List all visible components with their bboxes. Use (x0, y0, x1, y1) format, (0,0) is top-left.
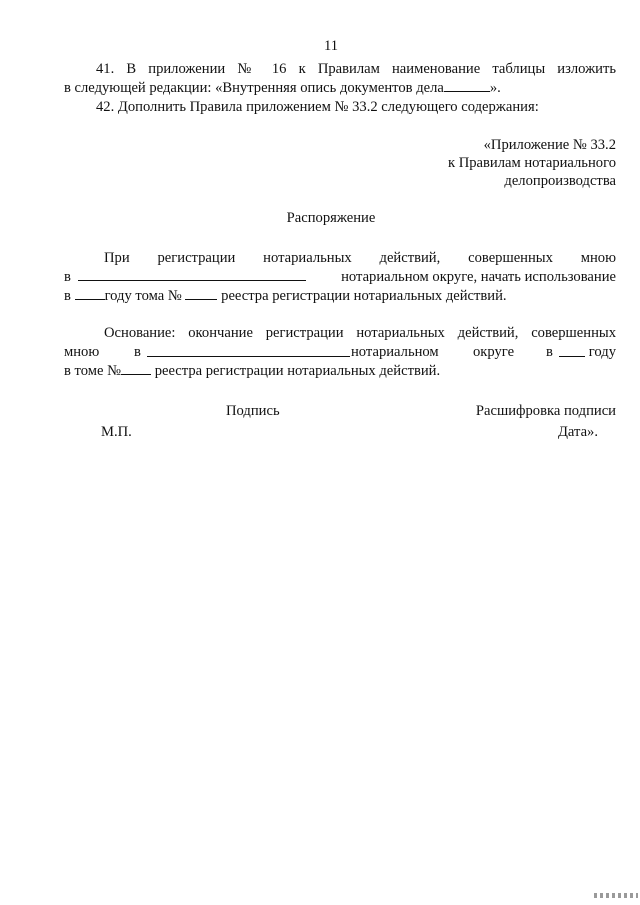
order-line3 (64, 287, 507, 305)
decoding-label: Расшифровка подписи (475, 403, 616, 419)
basis-line2-word3: нотариальном (351, 344, 439, 360)
basis-line1: Основание: окончание регистрации нотариальных действий, совершенных (104, 325, 616, 341)
blank-field (185, 288, 217, 300)
blank-field (147, 345, 350, 357)
blank-field (78, 269, 306, 281)
seal-label: М.П. (101, 424, 132, 440)
date-label: Дата». (557, 424, 598, 440)
basis-line2-word1: мною (64, 344, 100, 360)
appendix-header-line3: делопроизводства (504, 173, 616, 189)
signature-label: Подпись (226, 403, 280, 419)
basis-line2-word2: в (134, 344, 141, 360)
basis-line2-word5: в (546, 344, 553, 360)
item-41-line2 (64, 79, 501, 97)
basis-line3 (64, 362, 440, 380)
order-line3-suffix: реестра регистрации нотариальных действий. (221, 288, 507, 304)
scan-marks (594, 893, 638, 898)
blank-field (121, 363, 151, 375)
order-line2 (64, 268, 616, 286)
appendix-header-line2: к Правилам нотариального (447, 155, 616, 171)
order-line3-prefix: в (64, 288, 71, 304)
page-number: 11 (323, 38, 339, 54)
order-line2-suffix: нотариальном округе, начать использование (341, 269, 616, 285)
blank-field (444, 80, 490, 92)
blank-field (559, 345, 585, 357)
order-line3-mid: году тома № (104, 288, 182, 304)
item-41-line1: 41. В приложении № 16 к Правилам наименование таблицы изложить (96, 61, 616, 77)
basis-line2-word4: округе (473, 344, 515, 360)
basis-line3-prefix: в томе № (64, 363, 122, 379)
blank-field (75, 288, 105, 300)
appendix-header-line1: «Приложение № 33.2 (483, 137, 616, 153)
basis-line2-word6: году (588, 344, 616, 360)
order-line2-prefix: в (64, 269, 71, 285)
basis-line3-suffix: реестра регистрации нотариальных действий. (154, 363, 441, 379)
document-title: Распоряжение (286, 210, 376, 226)
item-41-line2-text: в следующей редакции: «Внутренняя опись документов дела (64, 80, 444, 96)
item-42: 42. Дополнить Правила приложением № 33.2 следующего содержания: (96, 99, 539, 115)
order-line1: При регистрации нотариальных действий, совершенных мною (104, 250, 616, 266)
item-41-line2-end: ». (489, 80, 501, 96)
